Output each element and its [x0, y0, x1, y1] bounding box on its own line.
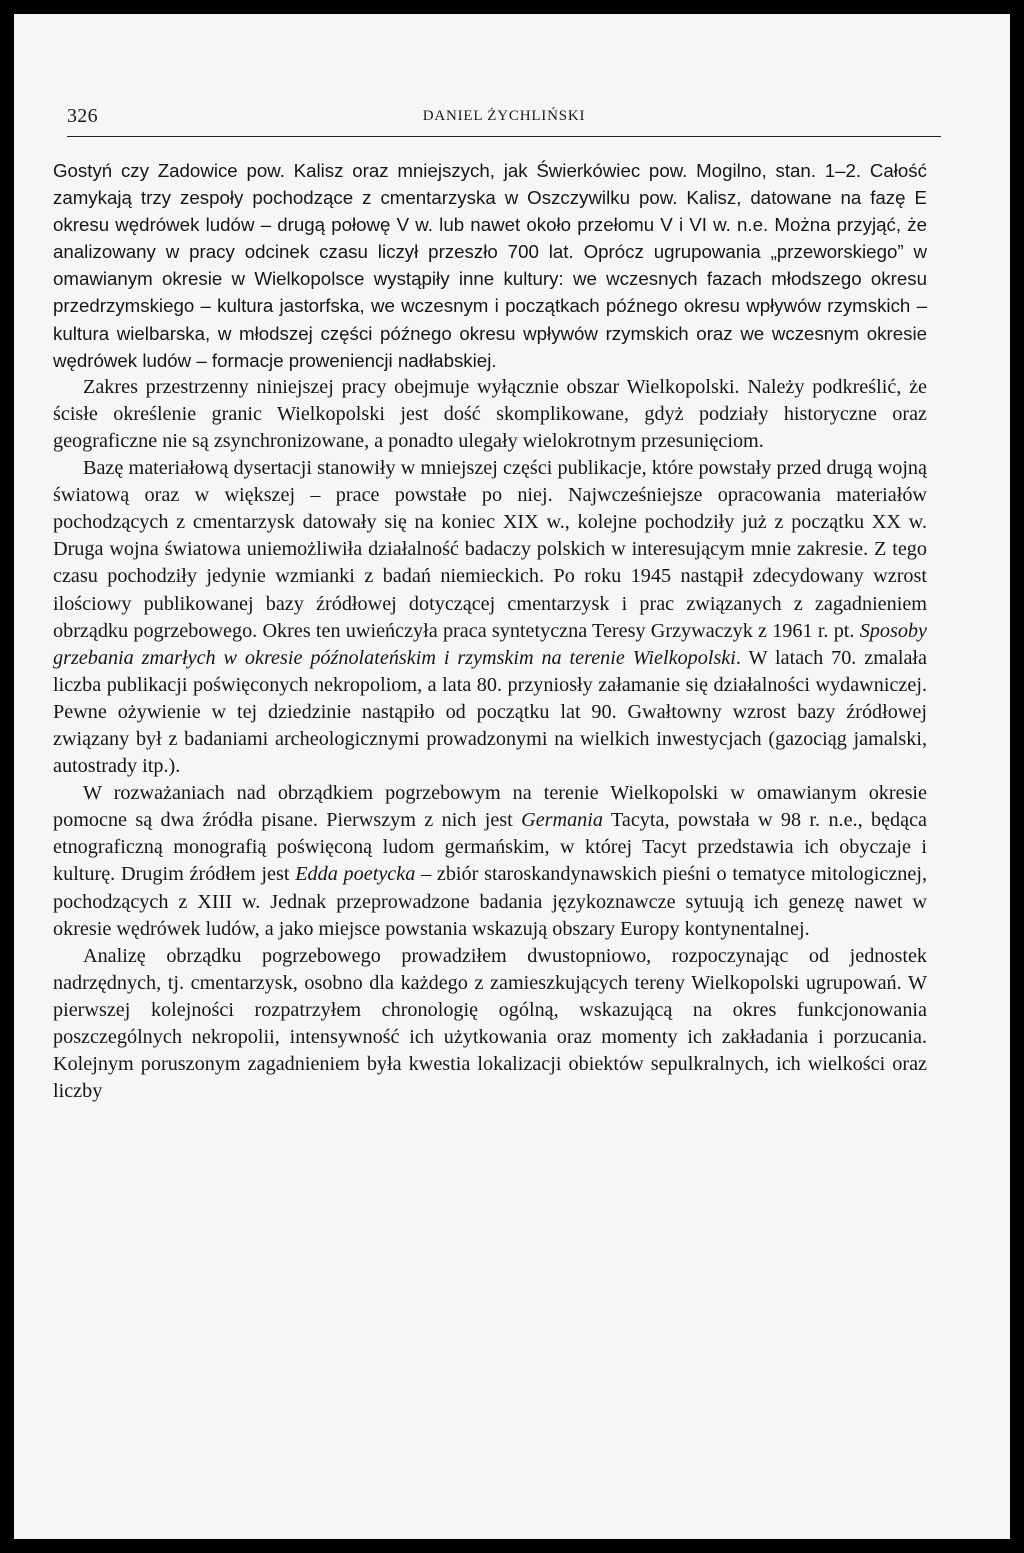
paragraph-3-text-b: . W latach 70. zmalała liczba publikacji poświęconych nekropoliom, a lata 80. przyniosły załamanie się działalności wydawniczej. Pewne ożywienie w tej dziedzinie nastąpiło od początku lat 90. Gwałtowny wzrost bazy źródłowej związany był z badaniami archeologicznymi prowadzonymi na wielkich inwestycjach (gazociąg jamalski, autostrady itp.).	[53, 646, 928, 778]
paragraph-3-text-a: Bazę materiałową dysertacji stanowiły w mniejszej części publikacje, które powstały przed drugą wojną światową oraz w większej – prace powstałe po niej. Najwcześniejsze opracowania materiałów pochodzących z cmentarzysk datowały się na koniec XIX w., kolejne pochodziły już z początku XX w. Druga wojna światowa uniemożliwiła działalność badaczy polskich w interesującym mnie zakresie. Z tego czasu pochodziły jedynie wzmianki z badań niemieckich. Po roku 1945 nastąpił zdecydowany wzrost ilościowy publikowanej bazy źródłowej dotyczącej cmentarzysk i prac związanych z zagadnieniem obrządku pogrzebowego. Okres ten uwieńczyła praca syntetyczna Teresy Grzywaczyk z 1961 r. pt.	[53, 457, 927, 642]
paragraph-1: Gostyń czy Zadowice pow. Kalisz oraz mniejszych, jak Świerkówiec pow. Mogilno, stan. 1–2. Całość zamykają trzy zespoły pochodzące z cmentarzyska w Oszczywilku pow. Kalisz, datowane na fazę E okresu wędrówek ludów – drugą połowę V w. lub nawet około przełomu V i VI w. n.e. Można przyjąć, że analizowany w pracy odcinek czasu liczył przeszło 700 lat. Oprócz ugrupowania „przeworskiego” w omawianym okresie w Wielkopolsce wystąpiły inne kultury: we wczesnych fazach młodszego okresu przedrzymskiego – kultura jastorfska, we wczesnym i początkach późnego okresu wpływów rzymskich – kultura wielbarska, w młodszej części późnego okresu wpływów rzymskich oraz we wczesnym okresie wędrówek ludów – formacje proweniencji nadłabskiej.	[53, 160, 927, 371]
paragraph-4-text-a: W rozważaniach nad obrządkiem pogrzebowym na terenie Wielkopolski w omawianym okresie pomocne są dwa źródła pisane. Pierwszym z nich jest	[53, 782, 927, 832]
paragraph-2: Zakres przestrzenny niniejszej pracy obejmuje wyłącznie obszar Wielkopolski. Należy podkreślić, że ścisłe określenie granic Wielkopolski jest dość skomplikowane, gdyż podziały historyczne oraz geograficzne nie są zsynchronizowane, a ponadto ulegały wielokrotnym przesunięciom.	[53, 375, 927, 452]
paragraph-4-text-c: – zbiór staroskandynawskich pieśni o tematyce mitologicznej, pochodzących z XIII w. Jednak przeprowadzone badania językoznawcze sytuują ich genezę nawet w okresie wędrówek ludów, a jako miejsce powstania wskazują obszary Europy kontynentalnej.	[53, 863, 927, 940]
paragraph-4-text-b: Tacyta, powstała w 98 r. n.e., będąca etnograficzną monografią poświęconą ludom germańskim, w której Tacyt przedstawia ich obyczaje i kulturę. Drugim źródłem jest	[53, 809, 928, 886]
paragraph-5: Analizę obrządku pogrzebowego prowadziłem dwustopniowo, rozpoczynając od jednostek nadrzędnych, tj. cmentarzysk, osobno dla każdego z zamieszkujących tereny Wielkopolski ugrupowań. W pierwszej kolejności rozpatrzyłem chronologię ogólną, wskazującą na okres funkcjonowania poszczególnych nekropolii, intensywność ich użytkowania oraz momenty ich zakładania i porzucania. Kolejnym poruszonym zagadnieniem była kwestia lokalizacji obiektów sepulkralnych, ich wielkości oraz liczby	[53, 944, 927, 1103]
title-edda-poetycka: Edda poetycka	[295, 863, 416, 886]
cited-work-title: Sposoby grzebania zmarłych w okresie późnolateńskim i rzymskim na terenie Wielkopolski	[53, 619, 927, 669]
running-head-author: DANIEL ŻYCHLIŃSKI	[422, 108, 586, 124]
page-number: 326	[67, 105, 98, 127]
paragraph-3	[53, 455, 927, 780]
page-header	[67, 104, 941, 137]
title-germania: Germania	[521, 809, 603, 832]
body-text	[53, 157, 927, 1105]
paragraph-4	[53, 780, 927, 943]
